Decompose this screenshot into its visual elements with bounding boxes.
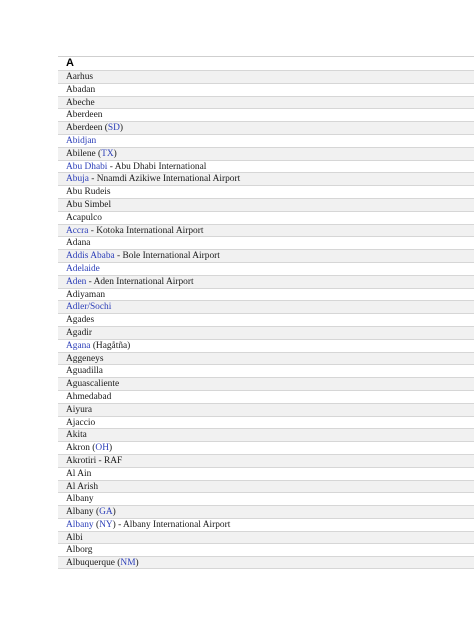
city-row: [58, 83, 474, 96]
city-text: Akrotiri - RAF: [66, 455, 123, 466]
city-text: ) - Albany International Airport: [112, 519, 231, 530]
city-text: Aiyura: [66, 404, 93, 415]
city-row: [58, 300, 474, 313]
city-text: - Nnamdi Azikiwe International Airport: [88, 174, 241, 185]
city-row: [58, 108, 474, 121]
city-row: [58, 556, 474, 569]
city-text: Abu Rudeis: [66, 187, 111, 198]
city-text: - Abu Dhabi International: [107, 161, 207, 172]
city-text: ): [119, 123, 124, 134]
city-text: Aarhus: [66, 72, 94, 82]
city-text: Aberdeen (: [66, 123, 108, 134]
city-text: Aguascaliente: [66, 379, 120, 390]
city-row: [58, 96, 474, 109]
city-link[interactable]: Adelaide: [66, 263, 100, 274]
city-text: Albuquerque (: [66, 558, 121, 569]
city-link[interactable]: Addis Ababa: [66, 251, 115, 262]
city-text: (Hagåtña): [90, 340, 131, 351]
city-text: Akita: [66, 430, 87, 441]
city-text: - Bole International Airport: [114, 251, 220, 262]
city-row: [58, 262, 474, 275]
city-row: [58, 121, 474, 134]
city-text: Agadir: [66, 327, 93, 338]
city-row: [58, 416, 474, 429]
city-link[interactable]: Adler/Sochi: [66, 302, 112, 313]
city-row: [58, 505, 474, 518]
city-row: [58, 70, 474, 83]
city-text: Al Ain: [66, 468, 92, 479]
city-text: Alborg: [66, 545, 93, 556]
city-text: Abilene (: [66, 148, 102, 159]
city-text: Akron (: [66, 443, 96, 454]
city-row: [58, 249, 474, 262]
city-text: Albany: [66, 494, 94, 505]
city-row: [58, 224, 474, 237]
city-row: [58, 377, 474, 390]
city-link[interactable]: Abidjan: [66, 135, 97, 146]
city-text: ): [113, 148, 117, 159]
city-link[interactable]: Aden: [66, 276, 87, 287]
city-link[interactable]: Abu Dhabi: [66, 161, 108, 172]
city-row: [58, 403, 474, 416]
city-row: [58, 211, 474, 224]
section-header-letter: A: [58, 56, 474, 70]
city-text: Aberdeen: [66, 110, 103, 121]
city-row: [58, 236, 474, 249]
city-row: [58, 543, 474, 556]
city-link[interactable]: NY: [99, 519, 113, 530]
city-text: ): [108, 443, 113, 454]
city-text: Aguadilla: [66, 366, 103, 377]
city-text: Al Arish: [66, 481, 99, 492]
airport-city-list: [58, 56, 474, 569]
city-row: [58, 390, 474, 403]
city-text: Agades: [66, 315, 95, 326]
city-row: [58, 147, 474, 160]
city-link[interactable]: Albany: [66, 519, 94, 530]
city-row: [58, 313, 474, 326]
city-text: Albany (: [66, 507, 100, 518]
city-row: [58, 454, 474, 467]
city-link[interactable]: OH: [95, 443, 109, 454]
city-row: [58, 275, 474, 288]
city-row: [58, 467, 474, 480]
city-row: [58, 492, 474, 505]
city-link[interactable]: Abuja: [66, 174, 89, 185]
city-text: Ajaccio: [66, 417, 96, 428]
city-row: [58, 518, 474, 531]
city-link[interactable]: Accra: [66, 225, 89, 236]
city-row: [58, 441, 474, 454]
city-row: [58, 480, 474, 493]
city-link[interactable]: Agana: [66, 340, 91, 351]
city-row: [58, 134, 474, 147]
city-text: Adiyaman: [66, 289, 106, 300]
city-link[interactable]: TX: [101, 148, 114, 159]
city-text: Albi: [66, 532, 83, 543]
city-row: [58, 326, 474, 339]
city-link[interactable]: SD: [107, 123, 120, 134]
city-link[interactable]: GA: [99, 507, 113, 518]
city-text: ): [112, 507, 116, 518]
city-text: Abu Simbel: [66, 199, 112, 210]
city-row: [58, 428, 474, 441]
city-text: Adana: [66, 238, 91, 249]
city-text: ): [135, 558, 139, 569]
city-text: (: [93, 519, 100, 530]
city-row: [58, 339, 474, 352]
city-text: - Kotoka International Airport: [88, 225, 204, 236]
city-rows: [58, 70, 474, 569]
city-text: Abeche: [66, 97, 95, 108]
city-row: [58, 198, 474, 211]
city-text: Acapulco: [66, 212, 102, 223]
city-row: [58, 352, 474, 365]
city-row: [58, 160, 474, 173]
city-text: Abadan: [66, 84, 96, 95]
city-row: [58, 531, 474, 544]
city-link[interactable]: NM: [120, 558, 136, 569]
city-text: - Aden International Airport: [86, 276, 194, 287]
city-row: [58, 185, 474, 198]
city-row: [58, 172, 474, 185]
city-row: [58, 288, 474, 301]
city-text: Aggeneys: [66, 353, 104, 364]
city-row: [58, 364, 474, 377]
city-text: Ahmedabad: [66, 391, 112, 402]
